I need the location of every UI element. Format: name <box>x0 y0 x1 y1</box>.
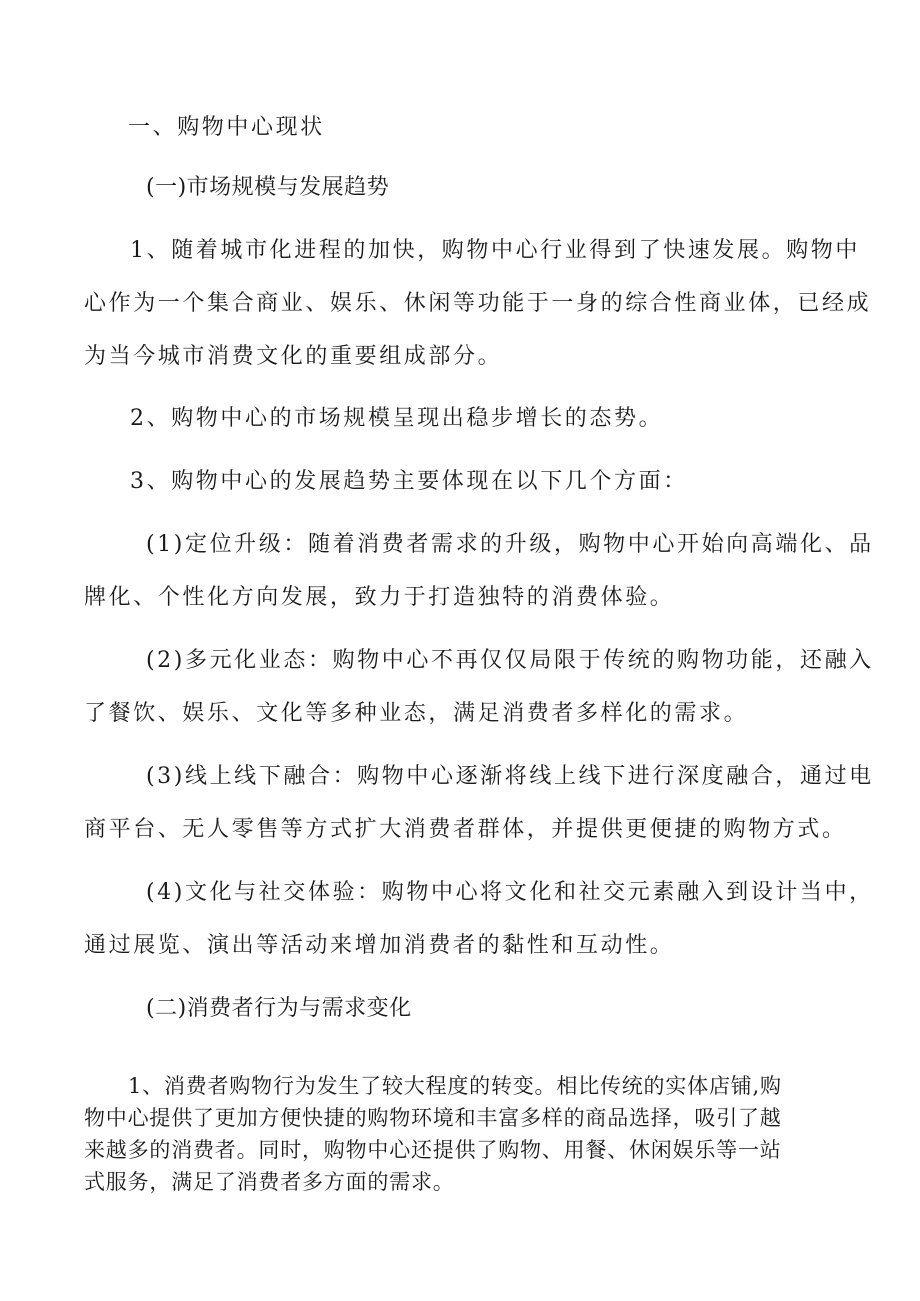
paragraph-1-line-3: 为当今城市消费文化的重要组成部分。 <box>84 344 503 369</box>
paragraph-4-line-3: 来越多的消费者。同时，购物中心还提供了购物、用餐、休闲娱乐等一站 <box>84 1138 782 1162</box>
paragraph-1-line-1: 1、随着城市化进程的加快，购物中心行业得到了快速发展。购物中 <box>130 238 860 263</box>
list-item-3-line-1: (3)线上线下融合：购物中心逐渐将线上线下进行深度融合，通过电 <box>146 764 874 789</box>
paragraph-1-line-2: 心作为一个集合商业、娱乐、休闲等功能于一身的综合性商业体，已经成 <box>84 291 872 316</box>
section-title-consumer-behavior: (二)消费者行为与需求变化 <box>146 996 412 1021</box>
section-title-market-scale: (一)市场规模与发展趋势 <box>146 175 390 200</box>
list-item-4-line-1: (4)文化与社交体验：购物中心将文化和社交元素融入到设计当中， <box>146 880 874 905</box>
paragraph-4-line-1: 1、消费者购物行为发生了较大程度的转变。相比传统的实体店铺,购 <box>128 1074 782 1098</box>
list-item-1-line-1: (1)定位升级：随着消费者需求的升级，购物中心开始向高端化、品 <box>146 532 874 557</box>
paragraph-4-line-4: 式服务，满足了消费者多方面的需求。 <box>84 1170 455 1194</box>
paragraph-4-line-2: 物中心提供了更加方便快捷的购物环境和丰富多样的商品选择，吸引了越 <box>84 1106 782 1130</box>
list-item-2-line-1: (2)多元化业态：购物中心不再仅仅局限于传统的购物功能，还融入 <box>146 648 874 673</box>
list-item-4-line-2: 通过展览、演出等活动来增加消费者的黏性和互动性。 <box>84 933 675 958</box>
paragraph-2: 2、购物中心的市场规模呈现出稳步增长的态势。 <box>130 406 664 431</box>
list-item-2-line-2: 了餐饮、娱乐、文化等多种业态，满足消费者多样化的需求。 <box>84 701 749 726</box>
list-item-1-line-2: 牌化、个性化方向发展，致力于打造独特的消费体验。 <box>84 585 675 610</box>
list-item-3-line-2: 商平台、无人零售等方式扩大消费者群体，并提供更便捷的购物方式。 <box>84 817 847 842</box>
heading-shopping-center-status: 一、购物中心现状 <box>128 115 325 140</box>
paragraph-3: 3、购物中心的发展趋势主要体现在以下几个方面： <box>130 469 688 494</box>
